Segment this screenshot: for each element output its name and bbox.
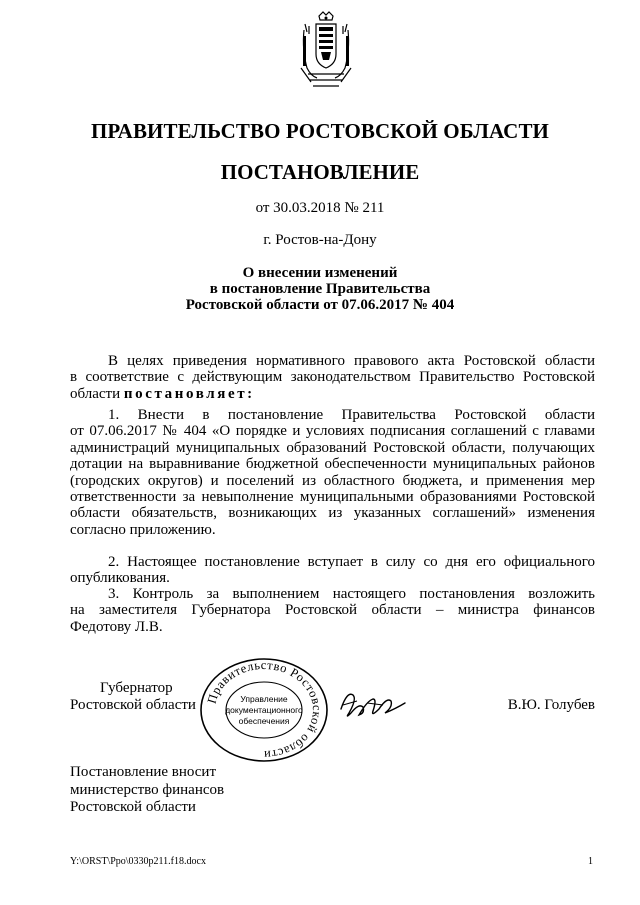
subject-line: в постановление Правительства — [209, 281, 431, 297]
stamp-inner-line: Управление — [240, 694, 288, 704]
item-2-paragraph — [70, 554, 595, 587]
document-subject — [0, 265, 640, 313]
text-fragment: области — [70, 385, 121, 402]
text-line: 1. Внести в постановление Правительства Ростовской области — [108, 407, 595, 423]
text-line: ответственности за невыполнение муниципальными образованиями Ростовской — [70, 489, 595, 506]
signatory-title — [70, 680, 196, 714]
text-line: дотации на выравнивание бюджетной обеспеченности муниципальных районов — [70, 456, 595, 473]
note-line: министерство финансов — [70, 781, 225, 798]
preamble-paragraph — [70, 353, 595, 402]
government-title: ПРАВИТЕЛЬСТВО РОСТОВСКОЙ ОБЛАСТИ — [91, 119, 549, 143]
page-number: 1 — [588, 856, 593, 867]
document-type: ПОСТАНОВЛЕНИЕ — [220, 160, 420, 184]
coat-of-arms-icon — [299, 10, 353, 90]
text-line: В целях приведения нормативного правового акта Ростовской области — [108, 353, 595, 369]
text-line: 3. Контроль за выполнением настоящего постановления возложить — [108, 586, 595, 602]
file-path: Y:\ORST\Ppo\0330p211.f18.docx — [70, 856, 206, 867]
signatory-name: В.Ю. Голубев — [507, 697, 595, 713]
signatory-title-line: Ростовской области — [70, 697, 196, 713]
city: г. Ростов-на-Дону — [263, 232, 377, 248]
date-number: от 30.03.2018 № 211 — [255, 200, 385, 216]
text-line: согласно приложению. — [70, 521, 216, 538]
stamp-outer-text: Правительство Ростовской области — [204, 657, 325, 763]
text-line: (городских округов) и поселений из областного бюджета, и применения мер — [70, 472, 595, 489]
official-stamp — [197, 656, 331, 764]
stamp-inner-line: обеспечения — [238, 716, 290, 726]
decree-word: постановляет: — [123, 385, 255, 402]
text-line: опубликования. — [70, 570, 170, 587]
text-line: на заместителя Губернатора Ростовской области – министра финансов — [70, 602, 595, 619]
text-line: Федотову Л.В. — [70, 618, 163, 635]
handwritten-signature-icon — [337, 683, 409, 723]
text-line — [70, 386, 595, 402]
item-3-paragraph — [70, 586, 595, 635]
note-line: Ростовской области — [70, 799, 196, 815]
subject-line: О внесении изменений — [242, 265, 398, 281]
text-line: 2. Настоящее постановление вступает в силу со дня его официального — [108, 554, 595, 570]
item-1-paragraph — [70, 407, 595, 538]
note-line: Постановление вносит — [70, 764, 217, 780]
submitter-note — [70, 764, 224, 817]
stamp-inner-line: документационного — [225, 705, 303, 715]
signatory-title-line: Губернатор — [100, 680, 173, 696]
text-line: от 07.06.2017 № 404 «О порядке и условиях подписания соглашений с главами — [70, 423, 595, 440]
subject-line: Ростовской области от 07.06.2017 № 404 — [185, 297, 455, 313]
text-line: в соответствие с действующим законодательством Правительство Ростовской — [70, 369, 595, 386]
text-line: администраций муниципальных образований Ростовской области, получающих — [70, 439, 595, 456]
text-line: области обязательств, возникающих из указанных соглашений» изменения — [70, 505, 595, 522]
